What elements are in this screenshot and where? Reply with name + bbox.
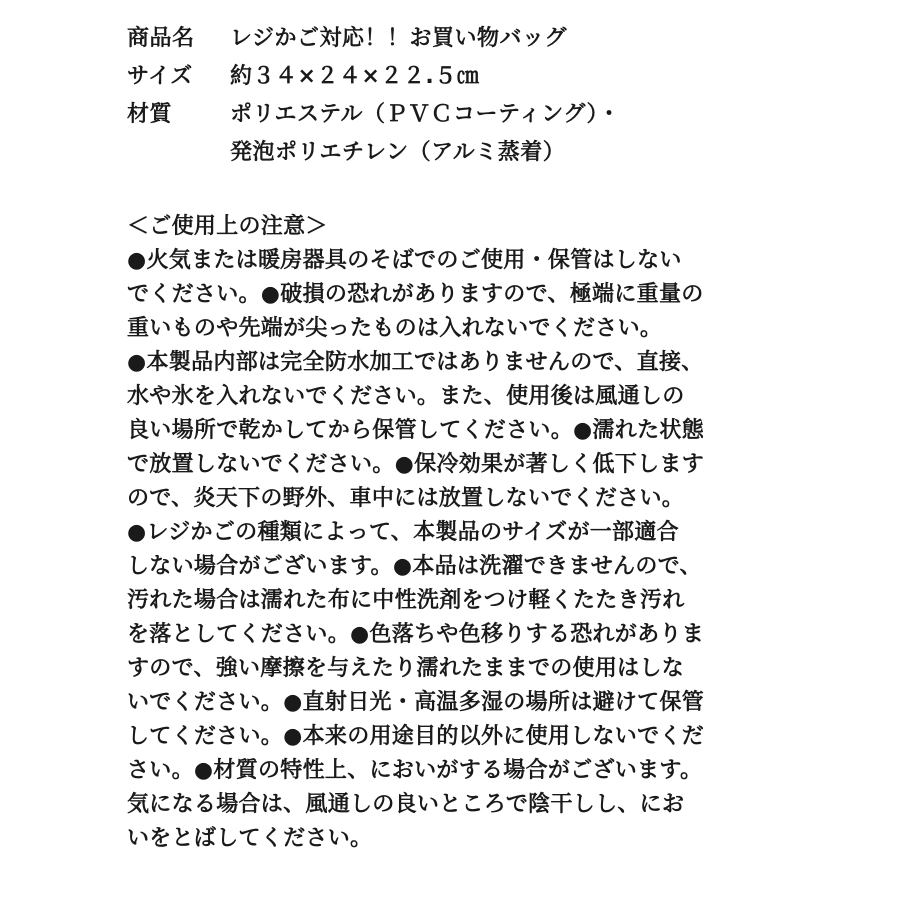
spec-row-product-name — [127, 20, 787, 58]
product-info-document — [127, 20, 787, 856]
usage-notes-line: ので、炎天下の野外、車中には放置しないでください。 — [127, 486, 685, 511]
usage-notes-line: で放置しないでください。●保冷効果が著しく低下します — [127, 452, 704, 477]
usage-notes-line: ●本製品内部は完全防水加工ではありませんので、直接、 — [127, 350, 704, 375]
usage-notes-line: 水や氷を入れないでください。また、使用後は風通しの — [127, 384, 685, 409]
spec-value — [230, 96, 787, 172]
spec-row-size — [127, 58, 787, 96]
spec-table — [127, 20, 787, 172]
usage-notes-line: 汚れた場合は濡れた布に中性洗剤をつけ軽くたたき汚れ — [127, 588, 685, 613]
usage-notes-line: いでください。●直射日光・高温多湿の場所は避けて保管 — [127, 690, 704, 715]
usage-notes-line: を落としてください。●色落ちや色移りする恐れがありま — [127, 622, 704, 647]
spec-value — [230, 58, 787, 96]
spec-row-material — [127, 96, 787, 172]
usage-notes-line: でください。●破損の恐れがありますので、極端に重量の — [127, 282, 704, 307]
usage-notes-line: ●火気または暖房器具のそばでのご使用・保管はしない — [127, 248, 682, 273]
spec-value-line: レジかご対応！！お買い物バッグ — [230, 26, 567, 51]
usage-notes-line: 気になる場合は、風通しの良いところで陰干しし、にお — [127, 792, 685, 817]
spec-key: 商品名 — [127, 26, 195, 51]
usage-notes-line: しない場合がございます。●本品は洗濯できませんので、 — [127, 554, 702, 579]
usage-notes-line: 良い場所で乾かしてから保管してください。●濡れた状態 — [127, 418, 704, 443]
usage-notes-line: さい。●材質の特性上、においがする場合がございます。 — [127, 758, 703, 783]
usage-notes-line: してください。●本来の用途目的以外に使用しないでくだ — [127, 724, 704, 749]
usage-notes-line: ●レジかごの種類によって、本製品のサイズが一部適合 — [127, 520, 679, 545]
usage-notes — [127, 210, 787, 856]
spec-value-line: 発泡ポリエチレン（アルミ蒸着） — [230, 140, 566, 165]
spec-key: 材質 — [127, 102, 173, 127]
spec-value — [230, 20, 787, 58]
usage-notes-heading: ＜ご使用上の注意＞ — [127, 214, 328, 239]
spec-value-line: 約３４×２４×２２.５㎝ — [230, 64, 480, 89]
usage-notes-line: すので、強い摩擦を与えたり濡れたままでの使用はしな — [127, 656, 685, 681]
usage-notes-line: 重いものや先端が尖ったものは入れないでください。 — [127, 316, 663, 341]
spec-key: サイズ — [127, 64, 193, 89]
spec-value-line: ポリエステル（ＰＶＣコーティング）・ — [230, 102, 621, 127]
usage-notes-line: いをとばしてください。 — [127, 826, 373, 851]
